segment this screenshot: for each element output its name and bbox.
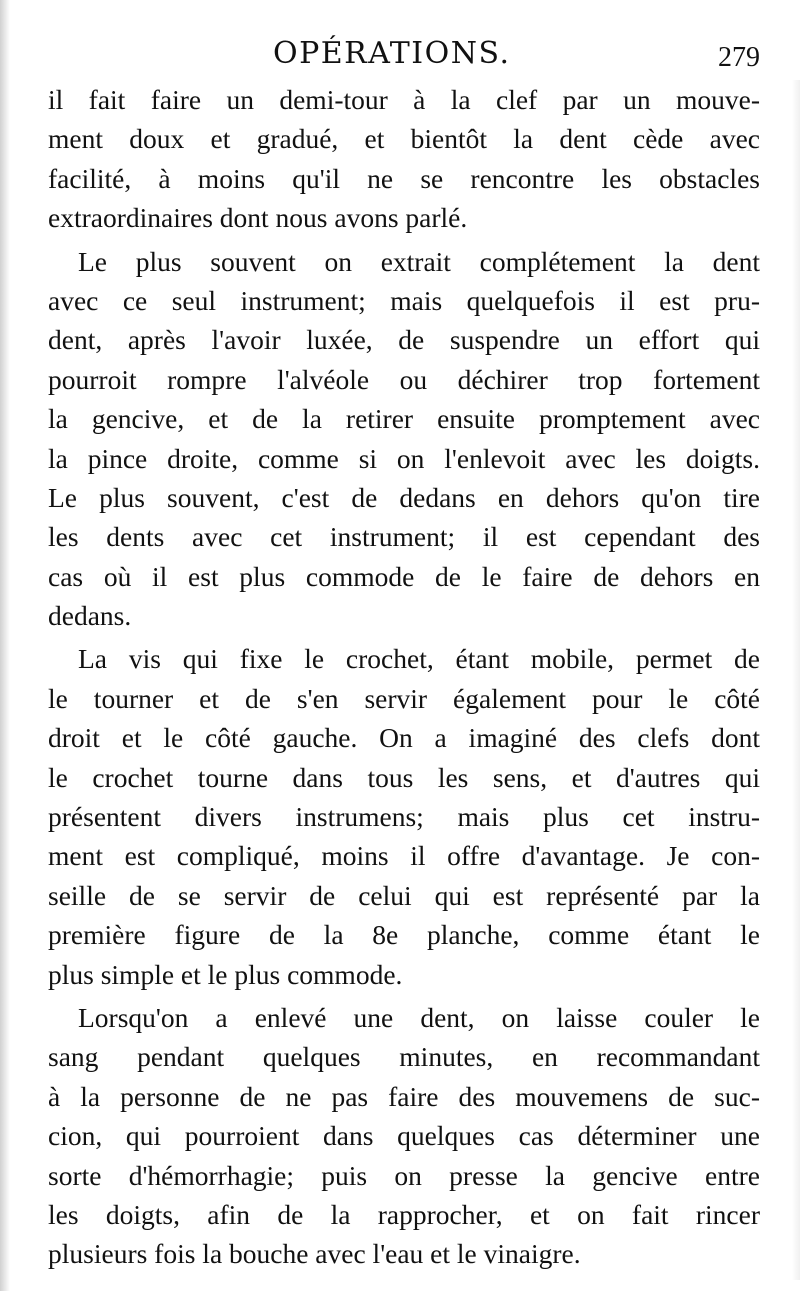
- text-line: le crochet tourne dans tous les sens, et d'autres qui: [48, 761, 760, 793]
- text-line: seille de se servir de celui qui est représenté par la: [48, 879, 760, 911]
- text-line: pourroit rompre l'alvéole ou déchirer trop fortement: [48, 363, 760, 395]
- text-line: avec ce seul instrument; mais quelquefois il est pru-: [48, 284, 760, 316]
- running-title: OPÉRATIONS.: [273, 36, 511, 71]
- page-number: 279: [718, 42, 760, 73]
- text-line: cion, qui pourroient dans quelques cas déterminer une: [48, 1120, 760, 1152]
- text-line: première figure de la 8e planche, comme étant le: [48, 919, 760, 951]
- body-text: [48, 80, 760, 1274]
- text-line: sang pendant quelques minutes, en recommandant: [48, 1041, 760, 1073]
- paragraph-2: [48, 242, 760, 636]
- text-line: les dents avec cet instrument; il est cependant des: [48, 521, 760, 553]
- text-line: cas où il est plus commode de le faire de dehors en: [48, 560, 760, 592]
- page-edge-shadow: [792, 80, 800, 1280]
- text-line: les doigts, afin de la rapprocher, et on fait rincer: [48, 1198, 760, 1230]
- gutter-shadow: [0, 0, 10, 1291]
- text-line: La vis qui fixe le crochet, étant mobile, permet de: [78, 643, 760, 675]
- text-line: Le plus souvent, c'est de dedans en dehors qu'on tire: [48, 481, 760, 513]
- text-line: sorte d'hémorrhagie; puis on presse la gencive entre: [48, 1159, 760, 1191]
- text-line: facilité, à moins qu'il ne se rencontre les obstacles: [48, 162, 760, 194]
- text-line: dedans.: [48, 600, 132, 632]
- paragraph-3: [48, 639, 760, 994]
- paragraph-1: [48, 80, 760, 238]
- text-line: la gencive, et de la retirer ensuite promptement avec: [48, 403, 760, 435]
- text-line: le tourner et de s'en servir également pour le côté: [48, 682, 760, 714]
- text-line: à la personne de ne pas faire des mouvemens de suc-: [48, 1080, 760, 1112]
- text-line: ment doux et gradué, et bientôt la dent cède avec: [48, 123, 760, 155]
- page-header: [48, 26, 760, 76]
- text-line: Lorsqu'on a enlevé une dent, on laisse couler le: [78, 1001, 760, 1033]
- text-line: Le plus souvent on extrait complétement la dent: [78, 245, 760, 277]
- text-line: plus simple et le plus commode.: [48, 958, 403, 990]
- paragraph-4: [48, 998, 760, 1274]
- text-line: présentent divers instrumens; mais plus cet instru-: [48, 801, 760, 833]
- text-line: la pince droite, comme si on l'enlevoit avec les doigts.: [48, 442, 760, 474]
- text-line: dent, après l'avoir luxée, de suspendre un effort qui: [48, 324, 760, 356]
- text-line: il fait faire un demi-tour à la clef par un mouve-: [48, 84, 760, 115]
- text-line: droit et le côté gauche. On a imaginé des clefs dont: [48, 722, 760, 754]
- text-line: plusieurs fois la bouche avec l'eau et le vinaigre.: [48, 1238, 581, 1270]
- text-line: ment est compliqué, moins il offre d'avantage. Je con-: [48, 840, 760, 872]
- text-line: extraordinaires dont nous avons parlé.: [48, 202, 468, 234]
